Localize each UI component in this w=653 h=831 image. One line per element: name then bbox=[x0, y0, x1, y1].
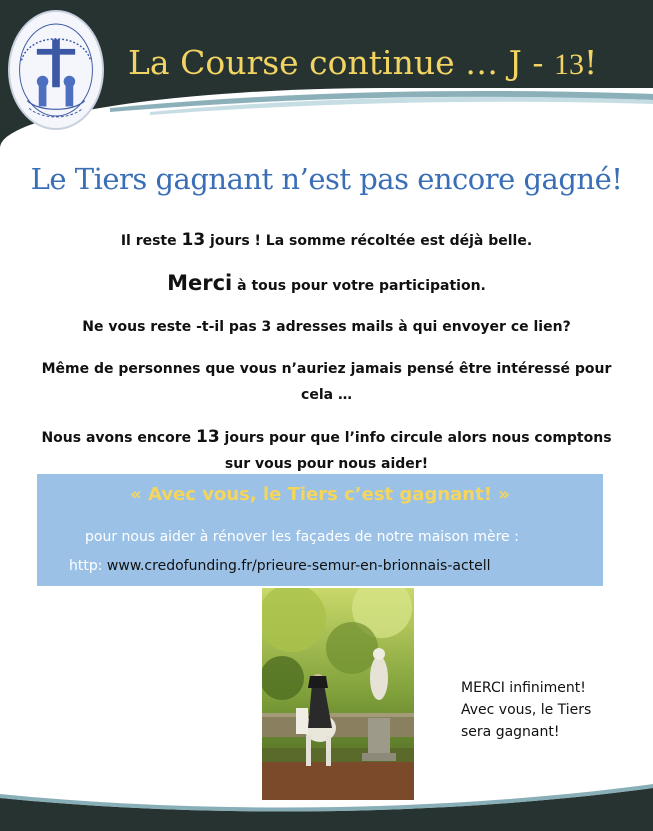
p1-days-number: 13 bbox=[181, 230, 206, 250]
campaign-box bbox=[37, 474, 603, 586]
link-prefix: http: bbox=[69, 558, 103, 574]
header-title-number: 13 bbox=[553, 48, 584, 81]
p5-line2: sur vous pour nous aider! bbox=[224, 456, 429, 472]
paragraph-days-left bbox=[10, 227, 643, 254]
thanks-line1: MERCI infiniment! bbox=[461, 680, 586, 696]
p5-text-before: Nous avons encore bbox=[41, 430, 196, 446]
link-url[interactable]: www.credofunding.fr/prieure-semur-en-brionnais-actell bbox=[102, 558, 491, 574]
campaign-link[interactable] bbox=[69, 558, 491, 574]
p5-text-after: jours pour que l’info circule alors nous comptons bbox=[219, 430, 612, 446]
logo-emblem-icon bbox=[10, 12, 102, 128]
community-logo bbox=[8, 10, 104, 130]
header-title-prefix: La Course continue … J - bbox=[128, 43, 544, 82]
paragraph-people bbox=[10, 356, 643, 408]
thanks-line2: Avec vous, le Tiers bbox=[461, 702, 592, 718]
p1-text-before: Il reste bbox=[120, 233, 182, 249]
decorative-swoosh-bottom bbox=[0, 770, 653, 831]
p4-line2: cela … bbox=[301, 387, 352, 403]
p4-line1: Même de personnes que vous n’auriez jamais pensé être intéressé pour bbox=[41, 361, 612, 377]
merci-word: Merci bbox=[167, 271, 233, 295]
photo-nun-on-horse bbox=[262, 588, 414, 800]
p5-line1 bbox=[10, 424, 643, 451]
p5-days-number: 13 bbox=[195, 427, 220, 447]
paragraph-thanks bbox=[10, 270, 643, 299]
thanks-line3: sera gagnant! bbox=[461, 724, 560, 740]
paragraph-count-on-you bbox=[10, 424, 643, 477]
campaign-slogan: « Avec vous, le Tiers c’est gagnant! » bbox=[130, 484, 510, 505]
p1-text-after: jours ! La somme récoltée est déjà belle. bbox=[205, 233, 533, 249]
header-title-suffix: ! bbox=[583, 43, 598, 82]
paragraph-emails: Ne vous reste -t-il pas 3 adresses mails à qui envoyer ce lien? bbox=[82, 319, 571, 335]
thanks-note bbox=[461, 677, 641, 743]
header-title bbox=[128, 40, 597, 86]
headline: Le Tiers gagnant n’est pas encore gagné! bbox=[30, 162, 623, 196]
campaign-description: pour nous aider à rénover les façades de notre maison mère : bbox=[85, 529, 519, 545]
p2-text-after: à tous pour votre participation. bbox=[232, 278, 486, 294]
